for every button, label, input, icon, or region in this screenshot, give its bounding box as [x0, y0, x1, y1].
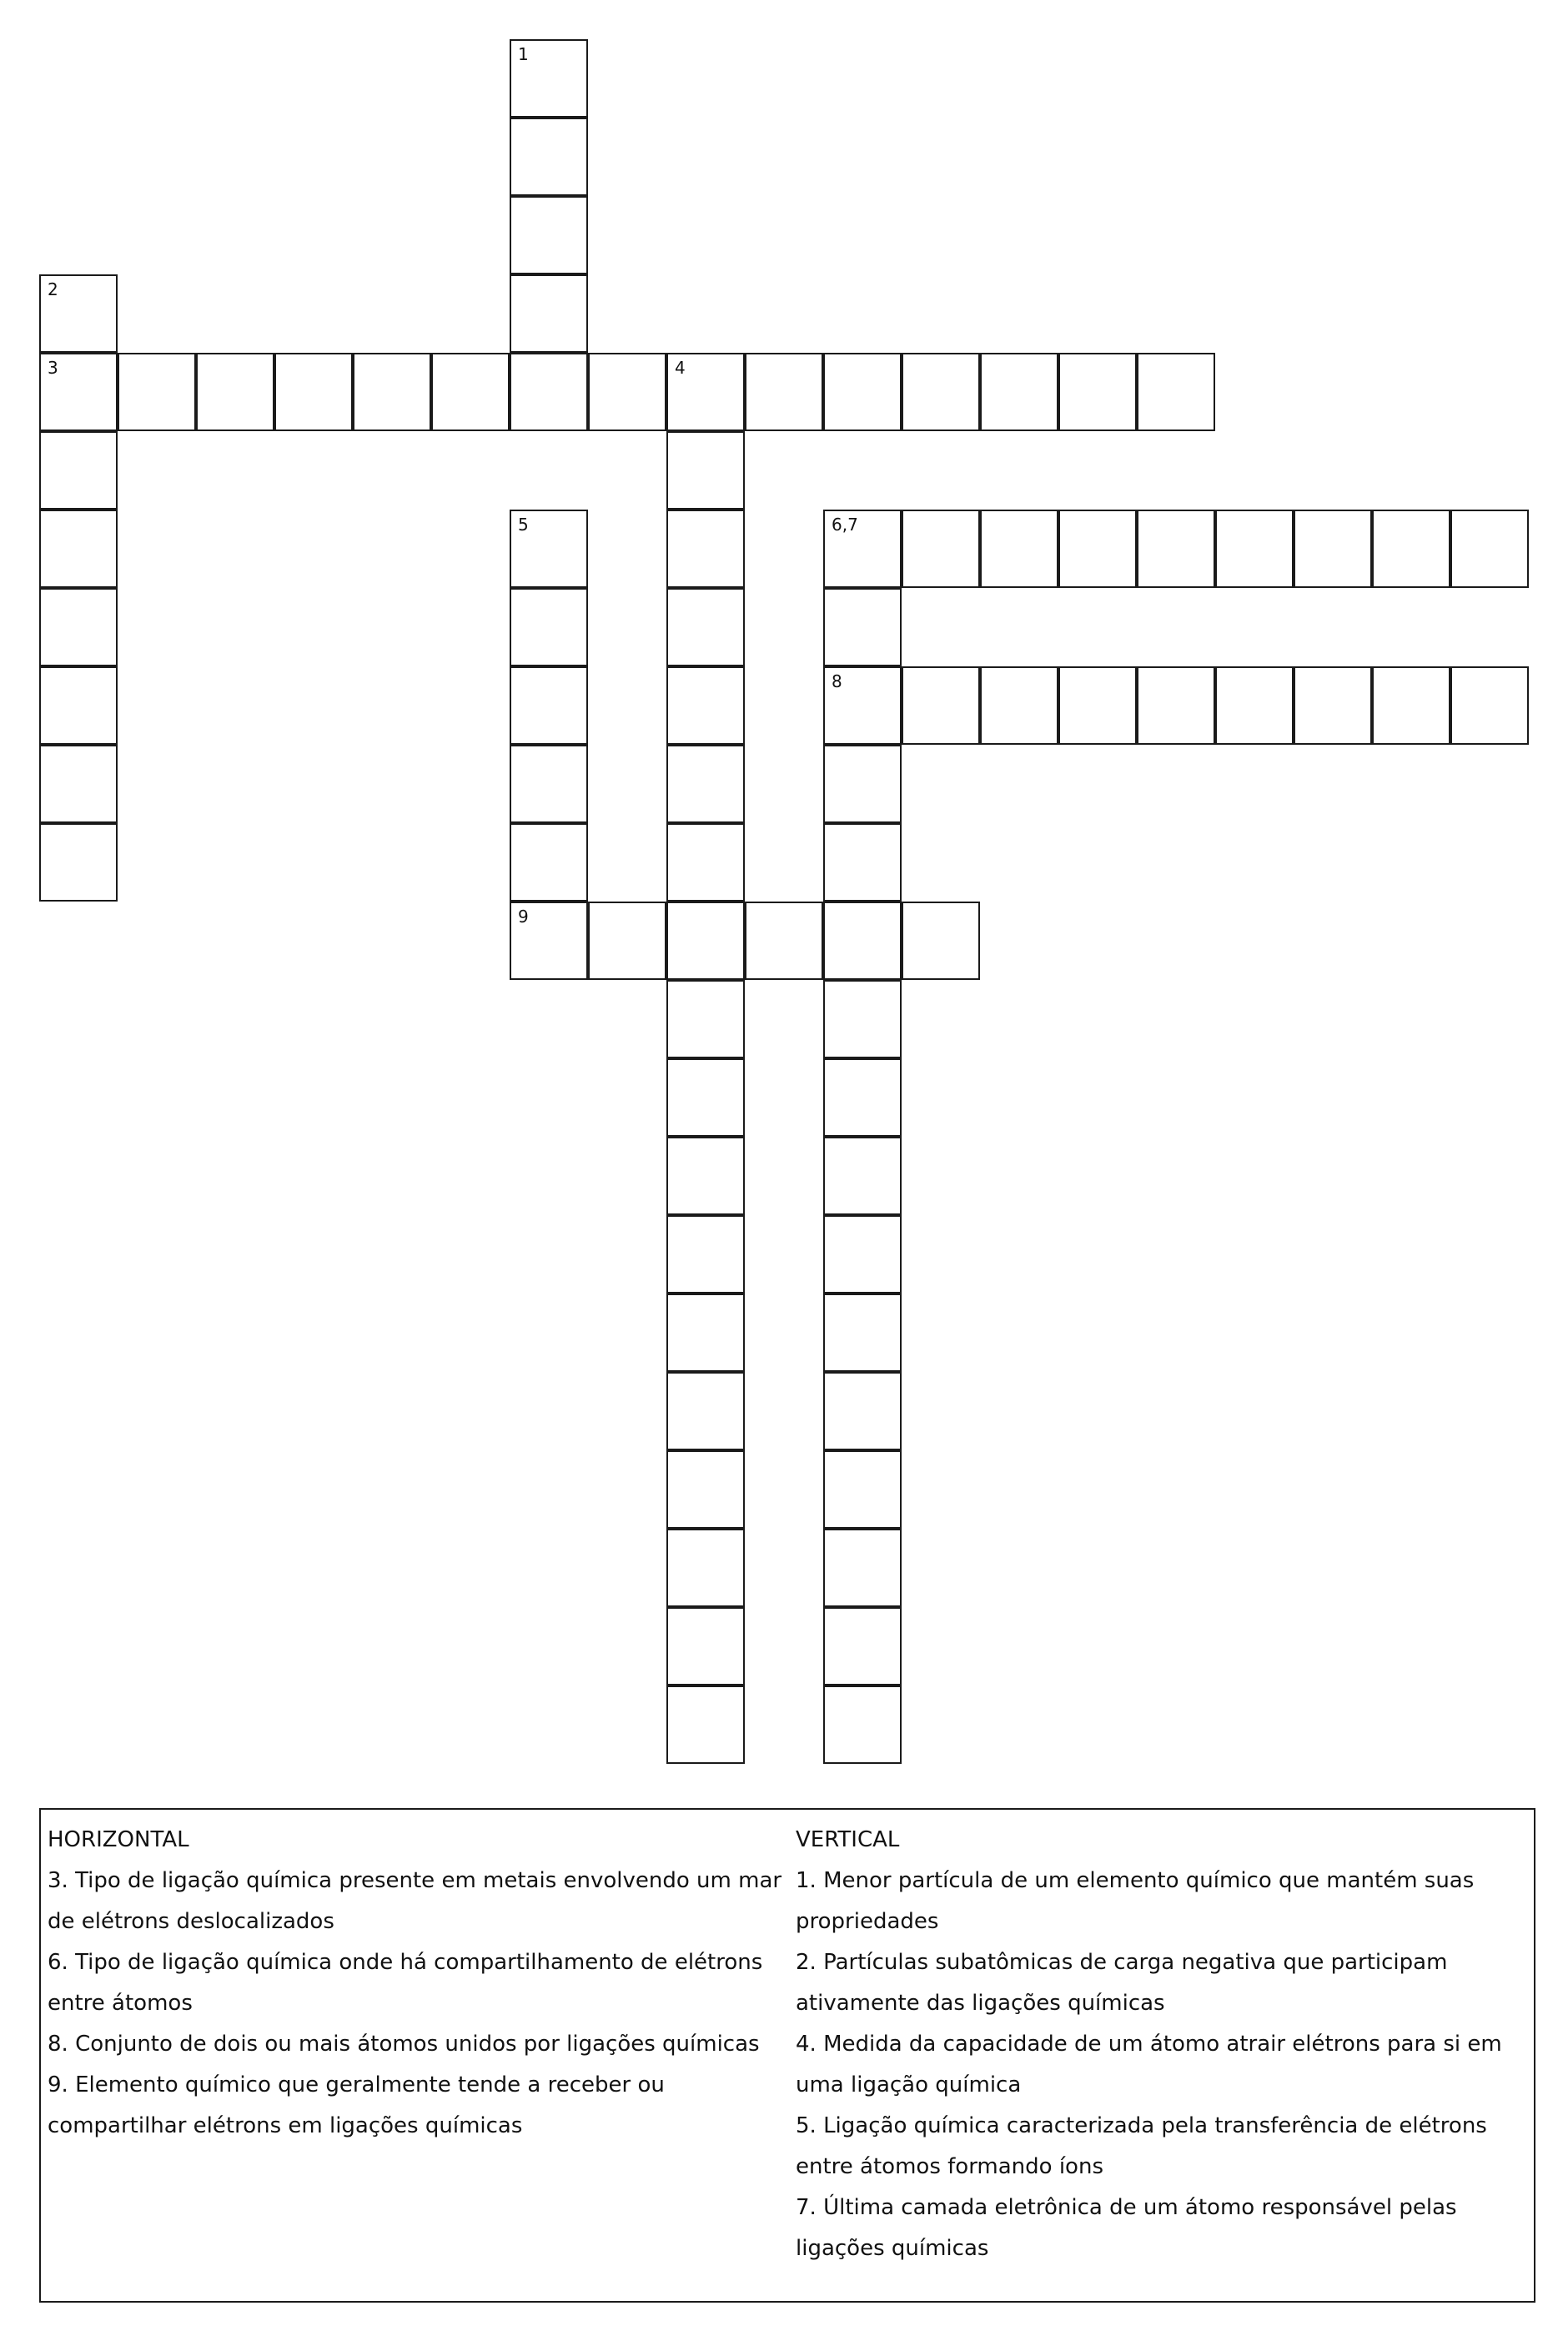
crossword-cell[interactable]	[1058, 666, 1137, 745]
crossword-cell[interactable]	[1137, 353, 1215, 431]
crossword-cell[interactable]	[510, 745, 588, 823]
crossword-cell[interactable]	[666, 431, 745, 510]
crossword-cell[interactable]	[666, 666, 745, 745]
crossword-cell[interactable]	[1058, 353, 1137, 431]
crossword-cell[interactable]	[39, 353, 118, 431]
clue-number: 9	[518, 907, 529, 927]
crossword-cell[interactable]	[510, 823, 588, 902]
clue-number: 8	[832, 671, 842, 691]
crossword-cell[interactable]	[1215, 666, 1294, 745]
clue-item: 5. Ligação química caracterizada pela transferência de elétrons entre átomos formando íons	[796, 2113, 1487, 2179]
crossword-cell[interactable]	[431, 353, 510, 431]
crossword-cell[interactable]	[39, 588, 118, 666]
crossword-cell[interactable]	[823, 902, 902, 980]
crossword-cell[interactable]	[666, 1685, 745, 1764]
clue-number: 3	[48, 358, 58, 378]
clue-item: 3. Tipo de ligação química presente em metais envolvendo um mar de elétrons deslocalizados	[48, 1868, 782, 1934]
crossword-cell[interactable]	[353, 353, 431, 431]
crossword-cell[interactable]	[902, 666, 980, 745]
crossword-cell[interactable]	[823, 1058, 902, 1137]
crossword-cell[interactable]	[39, 823, 118, 902]
crossword-cell[interactable]	[510, 902, 588, 980]
clue-item: 1. Menor partícula de um elemento químico que mantém suas propriedades	[796, 1868, 1475, 1934]
clues-horizontal-heading: HORIZONTAL	[48, 1827, 189, 1852]
crossword-cell[interactable]	[1294, 666, 1372, 745]
crossword-cell[interactable]	[823, 1529, 902, 1607]
crossword-cell[interactable]	[1294, 510, 1372, 588]
crossword-cell[interactable]	[1137, 666, 1215, 745]
crossword-cell[interactable]	[39, 666, 118, 745]
crossword-cell[interactable]	[510, 274, 588, 353]
crossword-cell[interactable]	[823, 510, 902, 588]
crossword-cell[interactable]	[1450, 510, 1529, 588]
crossword-cell[interactable]	[1058, 510, 1137, 588]
crossword-cell[interactable]	[823, 1607, 902, 1685]
crossword-cell[interactable]	[823, 1215, 902, 1294]
clue-item: 7. Última camada eletrônica de um átomo responsável pelas ligações químicas	[796, 2195, 1457, 2261]
crossword-cell[interactable]	[118, 353, 196, 431]
crossword-cell[interactable]	[666, 745, 745, 823]
crossword-cell[interactable]	[980, 666, 1058, 745]
crossword-cell[interactable]	[510, 118, 588, 196]
clues-horizontal	[48, 1820, 786, 2147]
crossword-cell[interactable]	[823, 1685, 902, 1764]
crossword-cell[interactable]	[823, 745, 902, 823]
crossword-cell[interactable]	[1137, 510, 1215, 588]
crossword-cell[interactable]	[1372, 666, 1450, 745]
crossword-cell[interactable]	[666, 1058, 745, 1137]
crossword-cell[interactable]	[745, 902, 823, 980]
crossword-cell[interactable]	[588, 353, 666, 431]
crossword-cell[interactable]	[823, 1450, 902, 1529]
clue-item: 9. Elemento químico que geralmente tende a receber ou compartilhar elétrons em ligações químicas	[48, 2072, 665, 2138]
crossword-cell[interactable]	[823, 666, 902, 745]
crossword-cell[interactable]	[666, 1137, 745, 1215]
crossword-cell[interactable]	[1215, 510, 1294, 588]
crossword-cell[interactable]	[823, 1137, 902, 1215]
crossword-cell[interactable]	[666, 353, 745, 431]
crossword-cell[interactable]	[666, 588, 745, 666]
crossword-cell[interactable]	[510, 588, 588, 666]
crossword-cell[interactable]	[666, 1215, 745, 1294]
crossword-cell[interactable]	[666, 510, 745, 588]
crossword-cell[interactable]	[823, 1294, 902, 1372]
crossword-cell[interactable]	[980, 510, 1058, 588]
crossword-cell[interactable]	[1450, 666, 1529, 745]
clue-number: 4	[675, 358, 686, 378]
crossword-cell[interactable]	[39, 745, 118, 823]
crossword-cell[interactable]	[823, 588, 902, 666]
crossword-cell[interactable]	[666, 1529, 745, 1607]
crossword-cell[interactable]	[823, 353, 902, 431]
crossword-cell[interactable]	[39, 274, 118, 353]
crossword-cell[interactable]	[902, 510, 980, 588]
clue-item: 2. Partículas subatômicas de carga negativa que participam ativamente das ligações químicas	[796, 1950, 1448, 2016]
clue-number: 6,7	[832, 515, 858, 535]
clues-vertical-heading: VERTICAL	[796, 1827, 900, 1852]
crossword-cell[interactable]	[666, 823, 745, 902]
crossword-cell[interactable]	[510, 39, 588, 118]
crossword-cell[interactable]	[510, 196, 588, 274]
crossword-cell[interactable]	[980, 353, 1058, 431]
crossword-cell[interactable]	[39, 431, 118, 510]
crossword-cell[interactable]	[823, 1372, 902, 1450]
crossword-cell[interactable]	[666, 902, 745, 980]
crossword-cell[interactable]	[1372, 510, 1450, 588]
crossword-cell[interactable]	[274, 353, 353, 431]
clues-box	[39, 1808, 1535, 2303]
clue-number: 1	[518, 44, 529, 64]
clue-item: 8. Conjunto de dois ou mais átomos unidos por ligações químicas	[48, 2032, 760, 2057]
crossword-cell[interactable]	[745, 353, 823, 431]
crossword-cell[interactable]	[666, 1450, 745, 1529]
clues-vertical	[796, 1820, 1521, 2269]
crossword-cell[interactable]	[823, 980, 902, 1058]
clue-item: 4. Medida da capacidade de um átomo atrair elétrons para si em uma ligação química	[796, 2032, 1502, 2097]
crossword-cell[interactable]	[666, 1294, 745, 1372]
crossword-cell[interactable]	[588, 902, 666, 980]
crossword-cell[interactable]	[510, 510, 588, 588]
clue-number: 2	[48, 279, 58, 299]
crossword-cell[interactable]	[510, 353, 588, 431]
crossword-cell[interactable]	[823, 823, 902, 902]
crossword-cell[interactable]	[196, 353, 274, 431]
crossword-cell[interactable]	[510, 666, 588, 745]
crossword-cell[interactable]	[902, 353, 980, 431]
clue-number: 5	[518, 515, 529, 535]
crossword-cell[interactable]	[666, 980, 745, 1058]
crossword-cell[interactable]	[666, 1372, 745, 1450]
crossword-cell[interactable]	[666, 1607, 745, 1685]
crossword-cell[interactable]	[902, 902, 980, 980]
clue-item: 6. Tipo de ligação química onde há compartilhamento de elétrons entre átomos	[48, 1950, 763, 2016]
crossword-cell[interactable]	[39, 510, 118, 588]
